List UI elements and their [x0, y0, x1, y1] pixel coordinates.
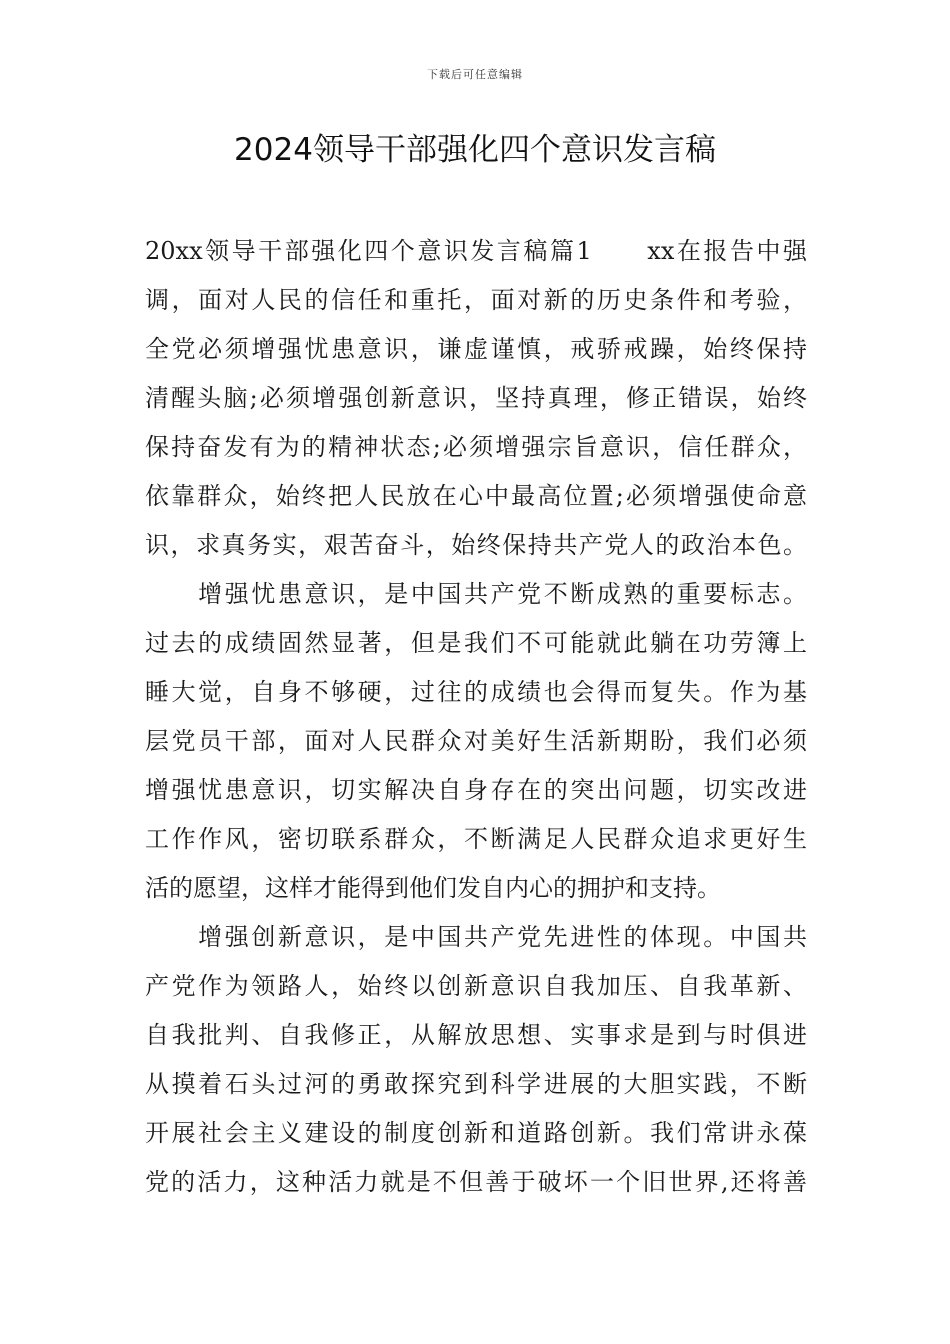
- text-line: 识，求真务实，艰苦奋斗，始终保持共产党人的政治本色。: [145, 531, 807, 559]
- text-line: 过去的成绩固然显著，但是我们不可能就此躺在功劳簿上: [145, 629, 807, 657]
- header-note: 下载后可任意编辑: [427, 68, 523, 81]
- text-line: 产党作为领路人，始终以创新意识自我加压、自我革新、: [145, 972, 807, 1000]
- paragraph-1: [145, 227, 807, 570]
- text-line: 睡大觉，自身不够硬，过往的成绩也会得而复失。作为基: [145, 678, 807, 706]
- text-line: 依靠群众，始终把人民放在心中最高位置;必须增强使命意: [145, 482, 807, 510]
- text-line: 增强创新意识，是中国共产党先进性的体现。中国共: [145, 923, 807, 951]
- text-line: 调，面对人民的信任和重托，面对新的历史条件和考验，: [145, 286, 807, 314]
- paragraph-2: [145, 570, 807, 913]
- paragraph-3: [145, 913, 807, 1207]
- document-body: [145, 227, 807, 1207]
- text-line: 从摸着石头过河的勇敢探究到科学进展的大胆实践，不断: [145, 1070, 807, 1098]
- text-line: 增强忧患意识，切实解决自身存在的突出问题，切实改进: [145, 776, 807, 804]
- document-title: 2024领导干部强化四个意识发言稿: [234, 132, 716, 168]
- text-line: 党的活力，这种活力就是不但善于破坏一个旧世界,还将善: [145, 1168, 807, 1196]
- text-line: 开展社会主义建设的制度创新和道路创新。我们常讲永葆: [145, 1119, 807, 1147]
- text-line: 保持奋发有为的精神状态;必须增强宗旨意识，信任群众，: [145, 433, 807, 461]
- text-line: 全党必须增强忧患意识，谦虚谨慎，戒骄戒躁，始终保持: [145, 335, 807, 363]
- text-line: 增强忧患意识，是中国共产党不断成熟的重要标志。: [145, 580, 807, 608]
- text-line: 活的愿望，这样才能得到他们发自内心的拥护和支持。: [145, 874, 721, 902]
- text-line: 自我批判、自我修正，从解放思想、实事求是到与时俱进: [145, 1021, 807, 1049]
- text-line: 20xx领导干部强化四个意识发言稿篇1 xx在报告中强: [145, 237, 807, 265]
- text-line: 清醒头脑;必须增强创新意识，坚持真理，修正错误，始终: [145, 384, 807, 412]
- text-line: 工作作风，密切联系群众，不断满足人民群众追求更好生: [145, 825, 807, 853]
- text-line: 层党员干部，面对人民群众对美好生活新期盼，我们必须: [145, 727, 807, 755]
